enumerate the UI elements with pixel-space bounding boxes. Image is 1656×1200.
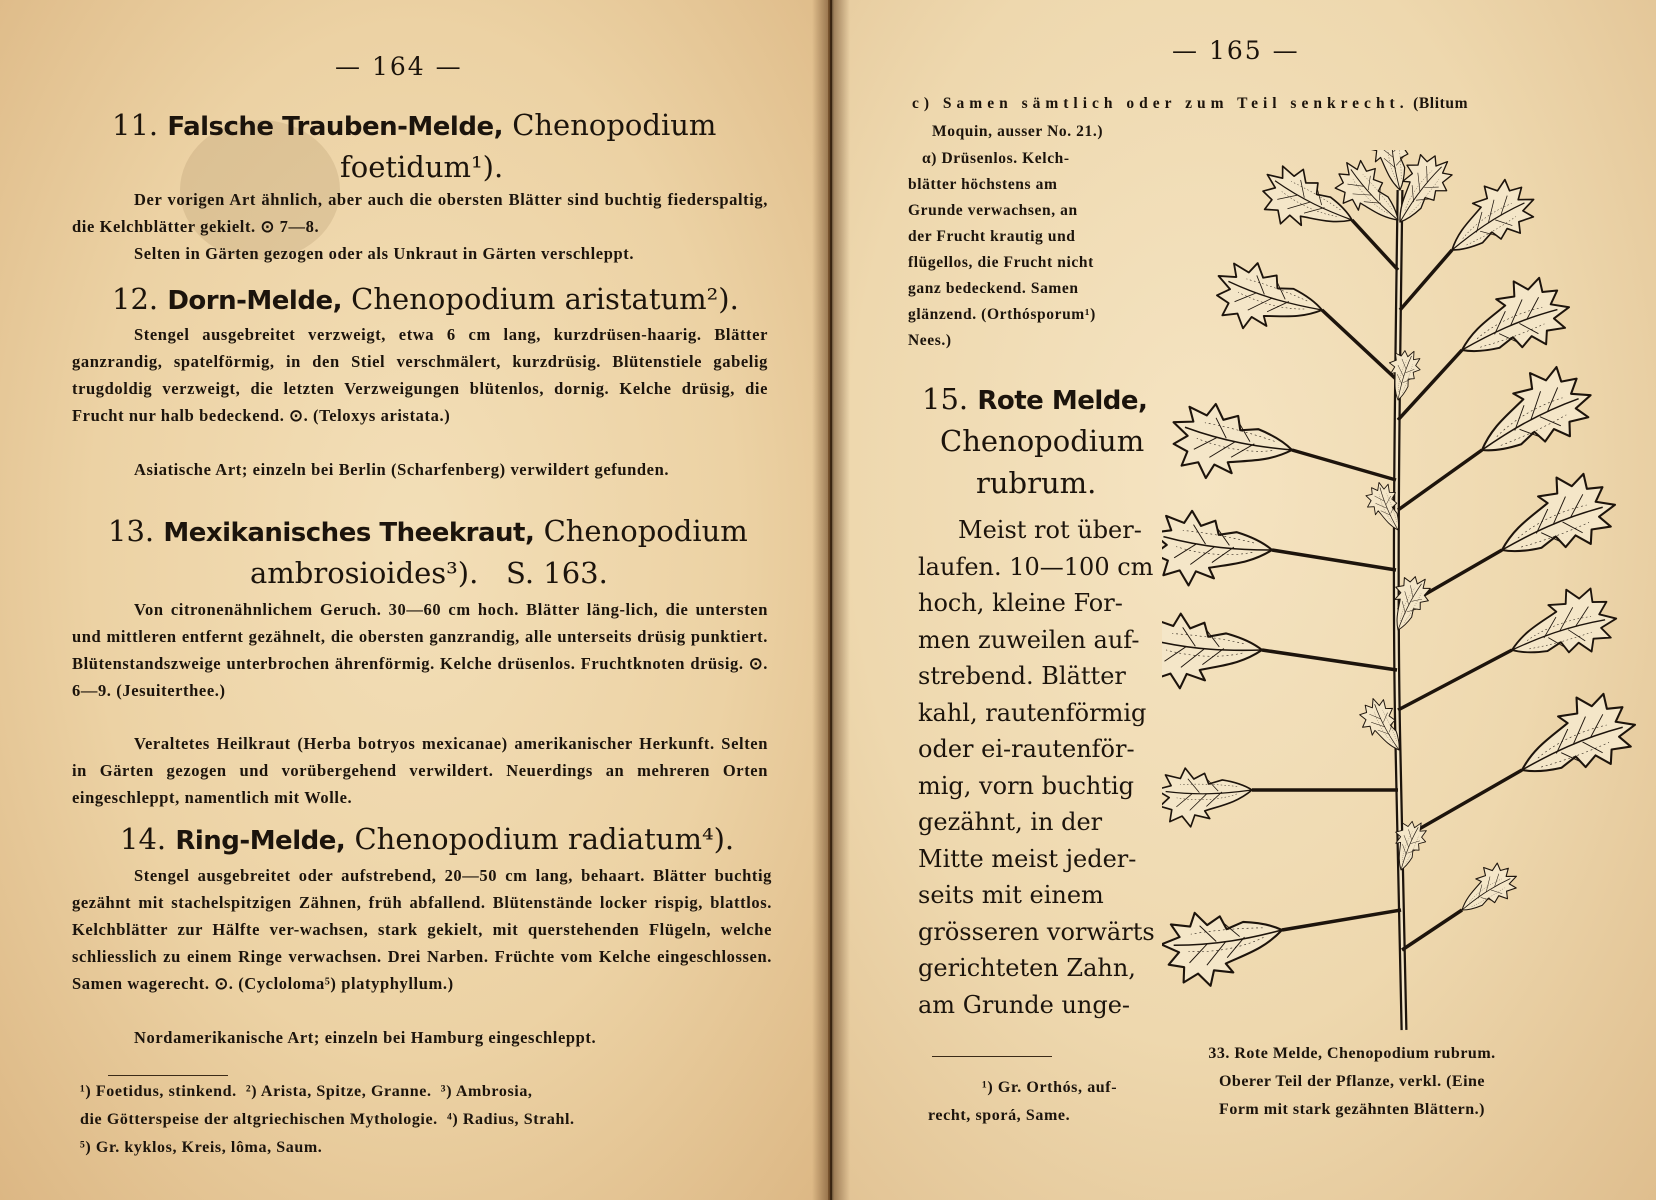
entry-heading-15 xyxy=(922,378,1147,422)
entry-latin-name: Chenopodium xyxy=(940,424,1145,458)
footnote xyxy=(928,1074,1168,1130)
entry-number: 15. xyxy=(922,382,969,416)
description-line: men zuweilen auf- xyxy=(918,625,1140,654)
subgroup-line: glänzend. (Orthósporum¹) xyxy=(908,306,1096,323)
subgroup-line: blätter höchstens am xyxy=(908,176,1058,193)
group-heading-continued: Moquin, ausser No. 21.) xyxy=(932,123,1104,140)
entry-number: 14. xyxy=(120,822,167,856)
footnote-rule xyxy=(932,1056,1052,1057)
subgroup-line: der Frucht krautig und xyxy=(908,228,1076,245)
entry-description xyxy=(918,512,1168,1023)
subgroup-line: ganz bedeckend. Samen xyxy=(908,280,1079,297)
subgroup-line: Nees.) xyxy=(908,332,952,349)
entry-description: Stengel ausgebreitet oder aufstrebend, 20—50 cm lang, behaart. Blätter buchtig gezähnt mit stachelspitzigen Zähnen, früh abfallend. Blütenstände locker rispig, blattlos. Kelchblätter zur Hälfte ver-wachsen, stark gekielt, mit querstehenden Flügeln, welche schliesslich zu einem Ringe verwachsen. Drei Narben. Früchte vom Kelche eingeschlossen. Samen wagerecht. ⊙. (Cycloloma⁵) platyphyllum.) xyxy=(72,866,772,993)
subgroup-line: Grunde verwachsen, an xyxy=(908,202,1078,219)
right-page xyxy=(832,0,1656,1200)
footnote-line: die Götterspeise der altgriechischen Mythologie. ⁴) Radius, Strahl. xyxy=(80,1111,575,1128)
caption-line: 33. Rote Melde, Chenopodium rubrum. xyxy=(1208,1045,1496,1062)
footnote-line: ¹) Foetidus, stinkend. ²) Arista, Spitze, Granne. ³) Ambrosia, xyxy=(80,1083,533,1100)
footnote-line: ¹) Gr. Orthós, auf- xyxy=(982,1079,1118,1096)
entry-occurrence: Veraltetes Heilkraut (Herba botryos mexicanae) amerikanischer Herkunft. Selten in Gärten gezogen und vorübergehend verwildert. Neuerdings an mehreren Orten eingeschleppt, namentlich mit Wolle. xyxy=(72,734,768,807)
description-line: gezähnt, in der xyxy=(918,808,1103,836)
entry-number: 13. xyxy=(108,514,155,548)
entry-occurrence: Asiatische Art; einzeln bei Berlin (Scharfenberg) verwildert gefunden. xyxy=(134,460,670,479)
entry-latin-name: Chenopodium radiatum⁴). xyxy=(354,822,735,856)
description-line: grösseren vorwärts xyxy=(918,917,1155,946)
page-number-left: — 164 — xyxy=(335,52,463,81)
entry-heading-11 xyxy=(112,104,752,148)
entry-occurrence: Nordamerikanische Art; einzeln bei Hamburg eingeschleppt. xyxy=(134,1028,597,1047)
footnote-line: recht, sporá, Same. xyxy=(928,1107,1071,1124)
description-line: laufen. 10—100 cm xyxy=(918,552,1154,581)
book-gutter xyxy=(812,0,850,1200)
entry-number: 12. xyxy=(112,282,159,316)
caption-line: Form mit stark gezähnten Blättern.) xyxy=(1219,1101,1485,1118)
subgroup-description xyxy=(908,146,1170,354)
entry-common-name: Falsche Trauben-Melde, xyxy=(167,112,503,142)
description-line: am Grunde unge- xyxy=(918,990,1131,1019)
entry-latin-continued: foetidum¹). xyxy=(340,150,504,184)
entry-common-name: Dorn-Melde, xyxy=(167,286,342,316)
entry-common-name: Rote Melde, xyxy=(977,386,1148,416)
entry-common-name: Ring-Melde, xyxy=(175,826,346,856)
entry-description: Von citronenähnlichem Geruch. 30—60 cm hoch. Blätter läng-lich, die untersten und mittleren entfernt gezähnelt, die obersten ganzrandig, alle unterseits drüsig punktiert. Blütenstandszweige unterbrochen ährenförmig. Kelche drüsenlos. Fruchtknoten drüsig. ⊙. 6—9. (Jesuiterthee.) xyxy=(72,600,768,700)
description-line: mig, vorn buchtig xyxy=(918,771,1135,800)
entry-latin-continued: rubrum. xyxy=(976,466,1097,500)
entry-latin-name: Chenopodium xyxy=(512,108,717,142)
description-line: strebend. Blätter xyxy=(918,662,1126,690)
subgroup-line: flügellos, die Frucht nicht xyxy=(908,254,1094,271)
group-heading xyxy=(912,90,1632,118)
entry-latin-continued: ambrosioides³). S. 163. xyxy=(250,556,608,590)
entry-latin-name: Chenopodium xyxy=(543,514,748,548)
description-line: hoch, kleine For- xyxy=(918,589,1123,617)
footnote-line: ⁵) Gr. kyklos, Kreis, lôma, Saum. xyxy=(80,1139,323,1156)
figure-caption xyxy=(1162,1040,1542,1124)
entry-latin-name: Chenopodium aristatum²). xyxy=(351,282,739,316)
footnote-rule xyxy=(108,1075,228,1076)
entry-common-name: Mexikanisches Theekraut, xyxy=(163,518,535,548)
description-line: oder ei-rautenför- xyxy=(918,735,1135,763)
group-heading-rest: (Blitum xyxy=(1413,95,1469,112)
entry-description: Stengel ausgebreitet verzweigt, etwa 6 cm lang, kurzdrüsen-haarig. Blätter ganzrandig, spatelförmig, in den Stiel verschmälert, kurzdrüsig. Blütenstiele gabelig trugdoldig verzweigt, die letzten Verzweigungen blütenlos, dornig. Kelche drüsig, die Frucht nur halb bedeckend. ⊙. (Teloxys aristata.) xyxy=(72,325,768,425)
caption-line: Oberer Teil der Pflanze, verkl. (Eine xyxy=(1218,1073,1486,1090)
entry-heading-14 xyxy=(120,818,800,862)
description-line: seits mit einem xyxy=(918,881,1104,909)
plant-illustration xyxy=(1162,150,1642,1040)
description-line: Mitte meist jeder- xyxy=(918,844,1137,873)
entry-number: 11. xyxy=(112,108,159,142)
subgroup-line: α) Drüsenlos. Kelch- xyxy=(922,150,1070,167)
entry-heading-12 xyxy=(112,278,792,322)
description-line: Meist rot über- xyxy=(958,516,1142,544)
entry-description: Der vorigen Art ähnlich, aber auch die obersten Blätter sind buchtig fiederspaltig, die Kelchblätter gekielt. ⊙ 7—8. xyxy=(72,190,768,236)
description-line: gerichteten Zahn, xyxy=(918,954,1136,982)
group-heading-spaced: c) Samen sämtlich oder zum Teil senkrecht. xyxy=(912,95,1409,112)
description-line: kahl, rautenförmig xyxy=(918,698,1147,727)
page-number-right: — 165 — xyxy=(1172,36,1300,65)
entry-heading-13 xyxy=(108,510,808,554)
entry-occurrence: Selten in Gärten gezogen oder als Unkraut in Gärten verschleppt. xyxy=(134,244,635,263)
